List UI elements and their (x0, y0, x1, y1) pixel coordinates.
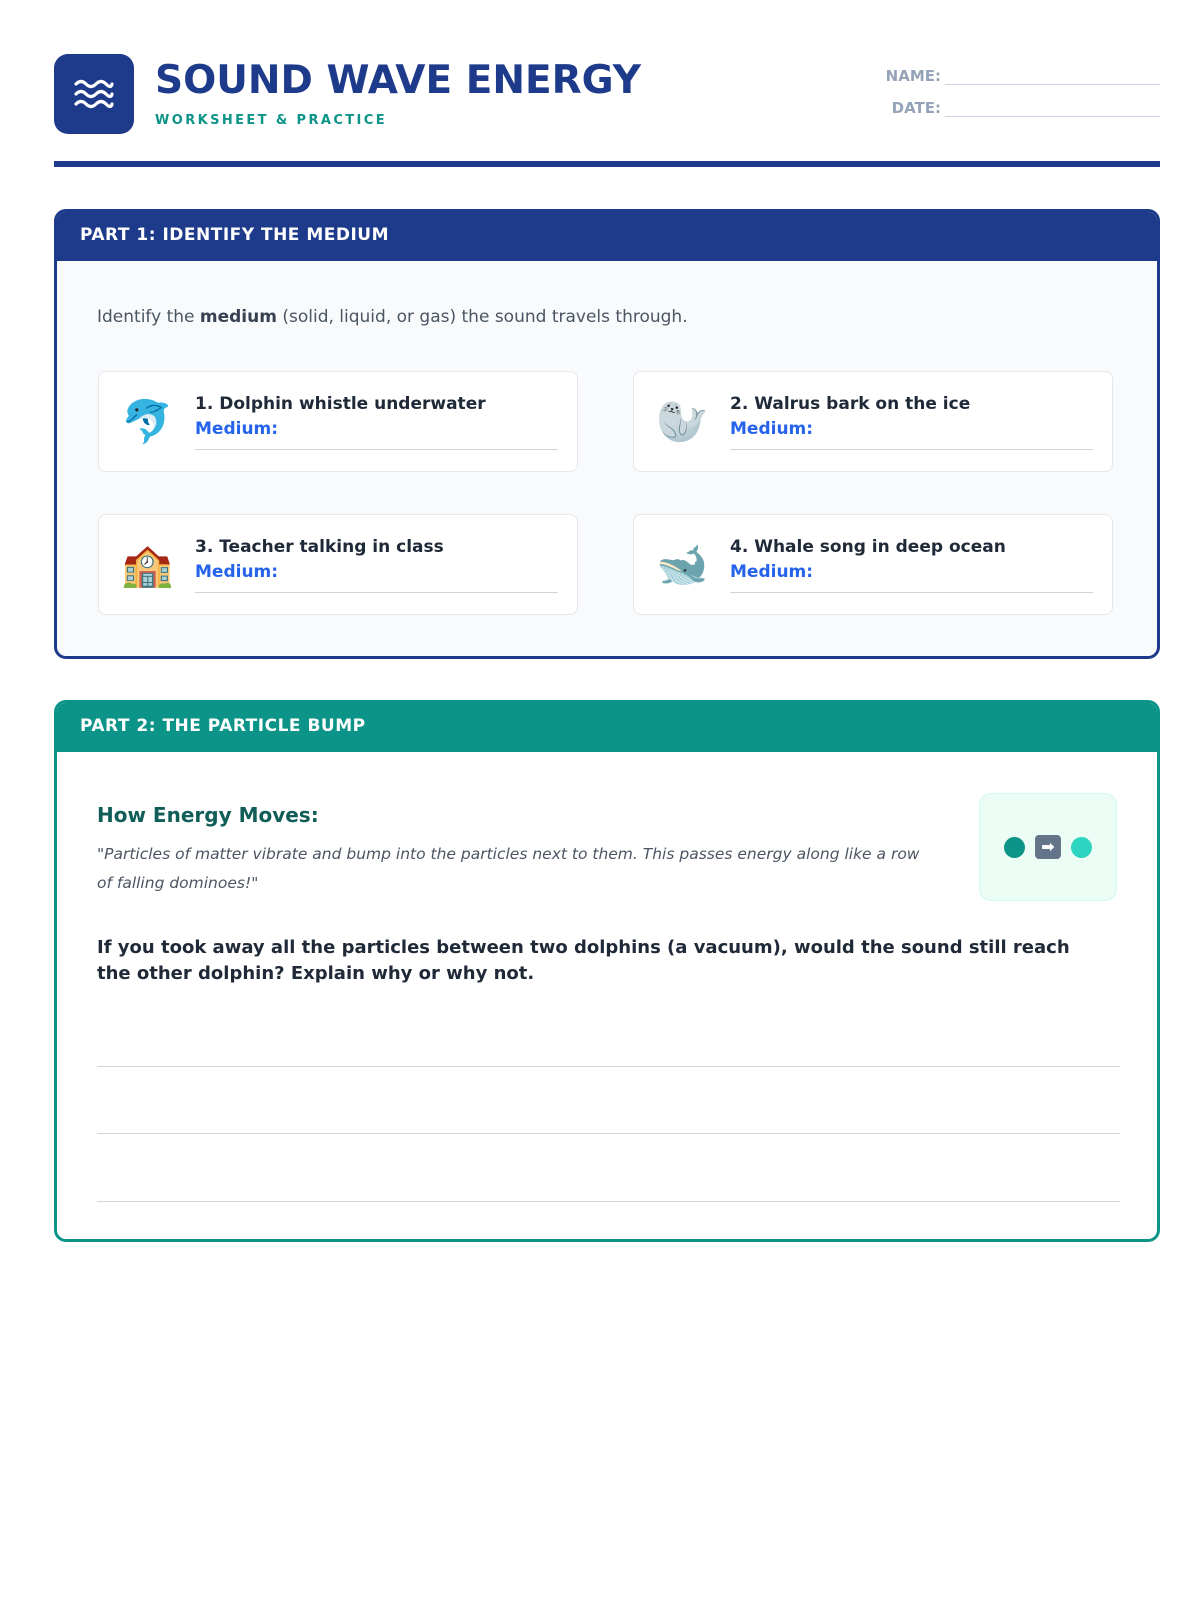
medium-card (98, 514, 578, 615)
name-field[interactable] (875, 67, 1160, 85)
name-line[interactable] (945, 69, 1160, 85)
particle-dot-icon (1004, 837, 1025, 858)
school-icon: 🏫 (121, 540, 174, 589)
card-title: 3. Teacher talking in class (195, 537, 444, 557)
answer-line[interactable] (195, 592, 558, 593)
medium-card (633, 371, 1113, 472)
date-label: DATE: (891, 99, 941, 117)
medium-label: Medium: (730, 419, 814, 439)
name-label: NAME: (885, 67, 941, 85)
answer-line[interactable] (730, 449, 1093, 450)
page-title: SOUND WAVE ENERGY (155, 58, 642, 103)
card-title: 2. Walrus bark on the ice (730, 394, 971, 414)
card-title: 1. Dolphin whistle underwater (195, 394, 486, 414)
medium-label: Medium: (195, 562, 279, 582)
energy-quote: "Particles of matter vibrate and bump into the particles next to them. This passes energy along like a row of falling dominoes!" (97, 845, 920, 892)
intro-text-start: Identify the (97, 307, 200, 327)
vacuum-question: If you took away all the particles between two dolphins (a vacuum), would the sound still reach the other dolphin? Explain why or why not. (97, 937, 1070, 984)
worksheet-header (54, 54, 1160, 168)
page-subtitle: WORKSHEET & PRACTICE (155, 113, 387, 128)
whale-icon: 🐋 (656, 540, 709, 589)
card-title: 4. Whale song in deep ocean (730, 537, 1006, 557)
medium-card (633, 514, 1113, 615)
part1-instructions (97, 307, 688, 327)
answer-line[interactable] (195, 449, 558, 450)
part1-section (54, 209, 1160, 659)
answer-line[interactable] (97, 1201, 1120, 1202)
date-field[interactable] (875, 99, 1160, 117)
dolphin-icon: 🐬 (121, 397, 174, 446)
answer-line[interactable] (97, 1066, 1120, 1067)
particle-diagram (979, 793, 1117, 901)
part2-section (54, 700, 1160, 1242)
seal-icon: 🦭 (656, 397, 709, 446)
header-divider (54, 161, 1160, 167)
part1-heading: PART 1: IDENTIFY THE MEDIUM (54, 209, 1160, 261)
energy-title: How Energy Moves: (97, 803, 319, 827)
answer-line[interactable] (730, 592, 1093, 593)
medium-label: Medium: (730, 562, 814, 582)
answer-line[interactable] (97, 1133, 1120, 1134)
medium-label: Medium: (195, 419, 279, 439)
right-arrow-icon: ➡ (1035, 835, 1061, 859)
date-line[interactable] (945, 101, 1160, 117)
medium-card (98, 371, 578, 472)
particle-dot-icon (1071, 837, 1092, 858)
part2-heading: PART 2: THE PARTICLE BUMP (54, 700, 1160, 752)
intro-text-end: (solid, liquid, or gas) the sound travels through. (276, 307, 688, 327)
waves-icon (54, 54, 134, 134)
intro-bold-term: medium (199, 307, 277, 327)
